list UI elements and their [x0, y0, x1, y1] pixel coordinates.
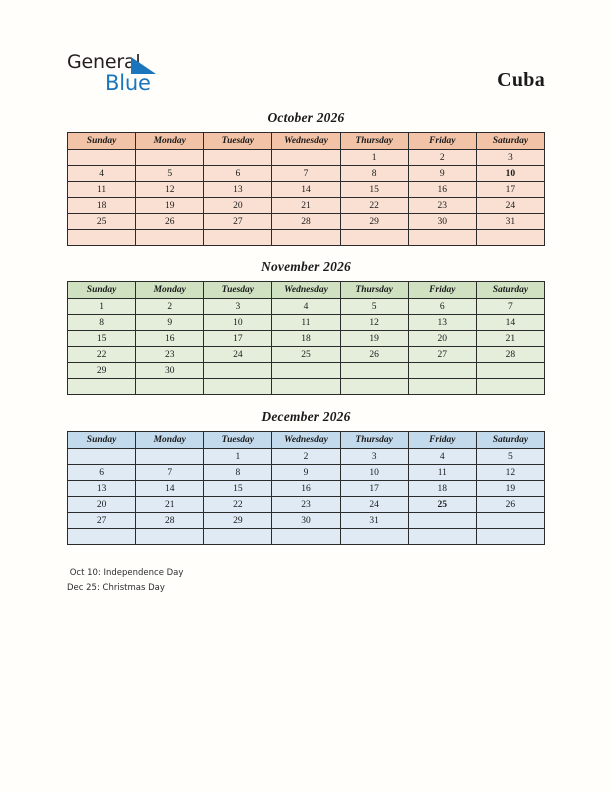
calendar-day-3[interactable]: 3	[476, 150, 544, 166]
calendar-week-row	[68, 363, 545, 379]
calendar-day-19[interactable]: 19	[136, 198, 204, 214]
calendar-day-31[interactable]: 31	[340, 513, 408, 529]
calendar-day-empty	[136, 449, 204, 465]
calendar-day-11[interactable]: 11	[408, 465, 476, 481]
calendar-day-13[interactable]: 13	[68, 481, 136, 497]
calendar-day-27[interactable]: 27	[68, 513, 136, 529]
calendar-table	[67, 431, 545, 545]
calendar-day-empty	[272, 379, 340, 395]
calendar-day-empty	[476, 529, 544, 545]
generalblue-logo	[67, 52, 267, 104]
calendar-day-24[interactable]: 24	[340, 497, 408, 513]
calendar-week-row	[68, 513, 545, 529]
weekday-header-friday: Friday	[408, 432, 476, 449]
calendar-day-empty	[272, 529, 340, 545]
calendar-day-20[interactable]: 20	[68, 497, 136, 513]
calendar-day-3[interactable]: 3	[204, 299, 272, 315]
calendar-day-26[interactable]: 26	[136, 214, 204, 230]
calendar-week-row	[68, 529, 545, 545]
calendar-day-15[interactable]: 15	[68, 331, 136, 347]
calendar-day-12[interactable]: 12	[476, 465, 544, 481]
weekday-header-thursday: Thursday	[340, 133, 408, 150]
calendar-day-30[interactable]: 30	[408, 214, 476, 230]
logo-blue-text: Blue	[105, 71, 151, 95]
calendar-day-empty	[68, 230, 136, 246]
calendar-week-row	[68, 230, 545, 246]
calendar-day-22[interactable]: 22	[204, 497, 272, 513]
calendar-day-empty	[204, 379, 272, 395]
weekday-header-friday: Friday	[408, 282, 476, 299]
calendar-day-4[interactable]: 4	[272, 299, 340, 315]
calendar-day-11[interactable]: 11	[272, 315, 340, 331]
calendar-week-row	[68, 449, 545, 465]
calendar-head	[68, 432, 545, 449]
calendar-day-4[interactable]: 4	[68, 166, 136, 182]
calendar-week-row	[68, 198, 545, 214]
holiday-legend	[67, 566, 467, 595]
calendar-day-5[interactable]: 5	[136, 166, 204, 182]
weekday-header-tuesday: Tuesday	[204, 432, 272, 449]
calendar-day-7[interactable]: 7	[136, 465, 204, 481]
calendar-day-17[interactable]: 17	[476, 182, 544, 198]
weekday-header-monday: Monday	[136, 133, 204, 150]
calendar-week-row	[68, 315, 545, 331]
calendar-day-empty	[408, 513, 476, 529]
month-block-october	[67, 110, 545, 246]
calendar-day-28[interactable]: 28	[272, 214, 340, 230]
calendar-day-9[interactable]: 9	[408, 166, 476, 182]
weekday-header-thursday: Thursday	[340, 282, 408, 299]
weekday-header-saturday: Saturday	[476, 133, 544, 150]
calendar-week-row	[68, 379, 545, 395]
calendar-day-16[interactable]: 16	[136, 331, 204, 347]
calendar-day-21[interactable]: 21	[476, 331, 544, 347]
calendar-day-5[interactable]: 5	[340, 299, 408, 315]
calendar-day-1[interactable]: 1	[204, 449, 272, 465]
calendar-day-23[interactable]: 23	[136, 347, 204, 363]
calendar-day-holiday-10[interactable]: 10	[476, 166, 544, 182]
calendar-day-22[interactable]: 22	[340, 198, 408, 214]
calendar-week-row	[68, 331, 545, 347]
calendar-day-4[interactable]: 4	[408, 449, 476, 465]
page-title: Cuba	[497, 69, 545, 91]
calendar-day-19[interactable]: 19	[476, 481, 544, 497]
calendar-day-21[interactable]: 21	[136, 497, 204, 513]
calendar-day-empty	[476, 513, 544, 529]
weekday-header-row	[68, 432, 545, 449]
legend-item-0: Oct 10: Independence Day	[67, 568, 184, 578]
calendar-day-2[interactable]: 2	[272, 449, 340, 465]
calendar-day-2[interactable]: 2	[136, 299, 204, 315]
calendar-day-25[interactable]: 25	[272, 347, 340, 363]
calendar-day-empty	[68, 449, 136, 465]
calendar-day-empty	[340, 230, 408, 246]
calendar-day-7[interactable]: 7	[476, 299, 544, 315]
calendar-day-14[interactable]: 14	[136, 481, 204, 497]
calendar-day-2[interactable]: 2	[408, 150, 476, 166]
weekday-header-wednesday: Wednesday	[272, 133, 340, 150]
calendar-day-empty	[408, 230, 476, 246]
calendar-day-30[interactable]: 30	[136, 363, 204, 379]
calendar-day-15[interactable]: 15	[340, 182, 408, 198]
month-title: October 2026	[267, 110, 345, 125]
calendar-day-12[interactable]: 12	[340, 315, 408, 331]
calendar-day-1[interactable]: 1	[68, 299, 136, 315]
calendar-body	[68, 150, 545, 246]
month-title: November 2026	[261, 259, 351, 274]
calendar-week-row	[68, 182, 545, 198]
calendar-day-20[interactable]: 20	[408, 331, 476, 347]
calendar-week-row	[68, 465, 545, 481]
calendar-week-row	[68, 150, 545, 166]
calendar-day-7[interactable]: 7	[272, 166, 340, 182]
calendar-week-row	[68, 497, 545, 513]
calendar-day-16[interactable]: 16	[272, 481, 340, 497]
calendar-day-16[interactable]: 16	[408, 182, 476, 198]
calendar-day-empty	[340, 529, 408, 545]
calendar-day-18[interactable]: 18	[68, 198, 136, 214]
calendar-day-8[interactable]: 8	[204, 465, 272, 481]
calendar-day-14[interactable]: 14	[272, 182, 340, 198]
calendar-day-empty	[272, 363, 340, 379]
calendar-body	[68, 449, 545, 545]
calendar-day-17[interactable]: 17	[340, 481, 408, 497]
calendar-day-26[interactable]: 26	[340, 347, 408, 363]
weekday-header-thursday: Thursday	[340, 432, 408, 449]
weekday-header-row	[68, 282, 545, 299]
calendar-day-empty	[476, 363, 544, 379]
calendar-day-11[interactable]: 11	[68, 182, 136, 198]
calendar-day-empty	[68, 529, 136, 545]
weekday-header-wednesday: Wednesday	[272, 432, 340, 449]
calendar-day-31[interactable]: 31	[476, 214, 544, 230]
calendar-day-empty	[136, 230, 204, 246]
calendar-day-1[interactable]: 1	[340, 150, 408, 166]
calendar-day-22[interactable]: 22	[68, 347, 136, 363]
calendar-day-empty	[476, 230, 544, 246]
calendar-day-6[interactable]: 6	[204, 166, 272, 182]
calendar-day-29[interactable]: 29	[204, 513, 272, 529]
calendar-week-row	[68, 299, 545, 315]
calendar-day-23[interactable]: 23	[272, 497, 340, 513]
calendar-week-row	[68, 214, 545, 230]
calendar-day-empty	[408, 363, 476, 379]
calendar-day-empty	[204, 529, 272, 545]
calendar-day-21[interactable]: 21	[272, 198, 340, 214]
calendar-week-row	[68, 166, 545, 182]
weekday-header-wednesday: Wednesday	[272, 282, 340, 299]
calendar-day-empty	[340, 379, 408, 395]
calendar-day-14[interactable]: 14	[476, 315, 544, 331]
weekday-header-saturday: Saturday	[476, 282, 544, 299]
calendar-head	[68, 133, 545, 150]
calendar-head	[68, 282, 545, 299]
calendar-day-6[interactable]: 6	[408, 299, 476, 315]
calendar-day-empty	[476, 379, 544, 395]
calendar-day-29[interactable]: 29	[340, 214, 408, 230]
calendar-day-empty	[204, 363, 272, 379]
page-header	[0, 48, 612, 108]
month-title: December 2026	[261, 409, 351, 424]
calendar-day-holiday-25[interactable]: 25	[408, 497, 476, 513]
weekday-header-tuesday: Tuesday	[204, 282, 272, 299]
calendar-day-empty	[204, 230, 272, 246]
calendar-day-10[interactable]: 10	[340, 465, 408, 481]
calendar-day-20[interactable]: 20	[204, 198, 272, 214]
calendar-day-5[interactable]: 5	[476, 449, 544, 465]
calendar-day-empty	[68, 150, 136, 166]
calendar-day-10[interactable]: 10	[204, 315, 272, 331]
calendar-day-empty	[408, 379, 476, 395]
calendar-day-9[interactable]: 9	[272, 465, 340, 481]
calendar-day-26[interactable]: 26	[476, 497, 544, 513]
calendar-day-27[interactable]: 27	[408, 347, 476, 363]
calendar-day-27[interactable]: 27	[204, 214, 272, 230]
calendar-day-28[interactable]: 28	[136, 513, 204, 529]
calendar-week-row	[68, 347, 545, 363]
calendar-day-18[interactable]: 18	[272, 331, 340, 347]
month-block-november	[67, 259, 545, 395]
calendar-day-24[interactable]: 24	[476, 198, 544, 214]
weekday-header-tuesday: Tuesday	[204, 133, 272, 150]
calendar-week-row	[68, 481, 545, 497]
calendar-day-empty	[272, 230, 340, 246]
weekday-header-saturday: Saturday	[476, 432, 544, 449]
calendar-day-3[interactable]: 3	[340, 449, 408, 465]
calendar-day-empty	[272, 150, 340, 166]
calendar-day-empty	[136, 150, 204, 166]
calendar-day-30[interactable]: 30	[272, 513, 340, 529]
calendar-day-empty	[68, 379, 136, 395]
calendar-day-15[interactable]: 15	[204, 481, 272, 497]
calendar-day-8[interactable]: 8	[340, 166, 408, 182]
calendar-day-13[interactable]: 13	[408, 315, 476, 331]
calendar-day-24[interactable]: 24	[204, 347, 272, 363]
calendar-day-empty	[136, 529, 204, 545]
logo-general-text: General	[67, 51, 141, 73]
calendar-day-empty	[408, 529, 476, 545]
calendar-table	[67, 281, 545, 395]
weekday-header-monday: Monday	[136, 432, 204, 449]
calendar-day-empty	[136, 379, 204, 395]
calendar-day-19[interactable]: 19	[340, 331, 408, 347]
weekday-header-sunday: Sunday	[68, 282, 136, 299]
calendar-body	[68, 299, 545, 395]
calendar-day-17[interactable]: 17	[204, 331, 272, 347]
calendar-day-29[interactable]: 29	[68, 363, 136, 379]
weekday-header-sunday: Sunday	[68, 133, 136, 150]
calendar-day-9[interactable]: 9	[136, 315, 204, 331]
weekday-header-row	[68, 133, 545, 150]
calendar-day-12[interactable]: 12	[136, 182, 204, 198]
calendar-day-25[interactable]: 25	[68, 214, 136, 230]
calendar-day-13[interactable]: 13	[204, 182, 272, 198]
weekday-header-monday: Monday	[136, 282, 204, 299]
month-block-december	[67, 409, 545, 545]
calendar-day-empty	[204, 150, 272, 166]
calendar-day-8[interactable]: 8	[68, 315, 136, 331]
weekday-header-sunday: Sunday	[68, 432, 136, 449]
legend-item-1: Dec 25: Christmas Day	[67, 582, 165, 593]
weekday-header-friday: Friday	[408, 133, 476, 150]
calendar-day-23[interactable]: 23	[408, 198, 476, 214]
calendar-table	[67, 132, 545, 246]
calendar-day-empty	[340, 363, 408, 379]
calendar-day-18[interactable]: 18	[408, 481, 476, 497]
calendar-day-6[interactable]: 6	[68, 465, 136, 481]
calendar-day-28[interactable]: 28	[476, 347, 544, 363]
